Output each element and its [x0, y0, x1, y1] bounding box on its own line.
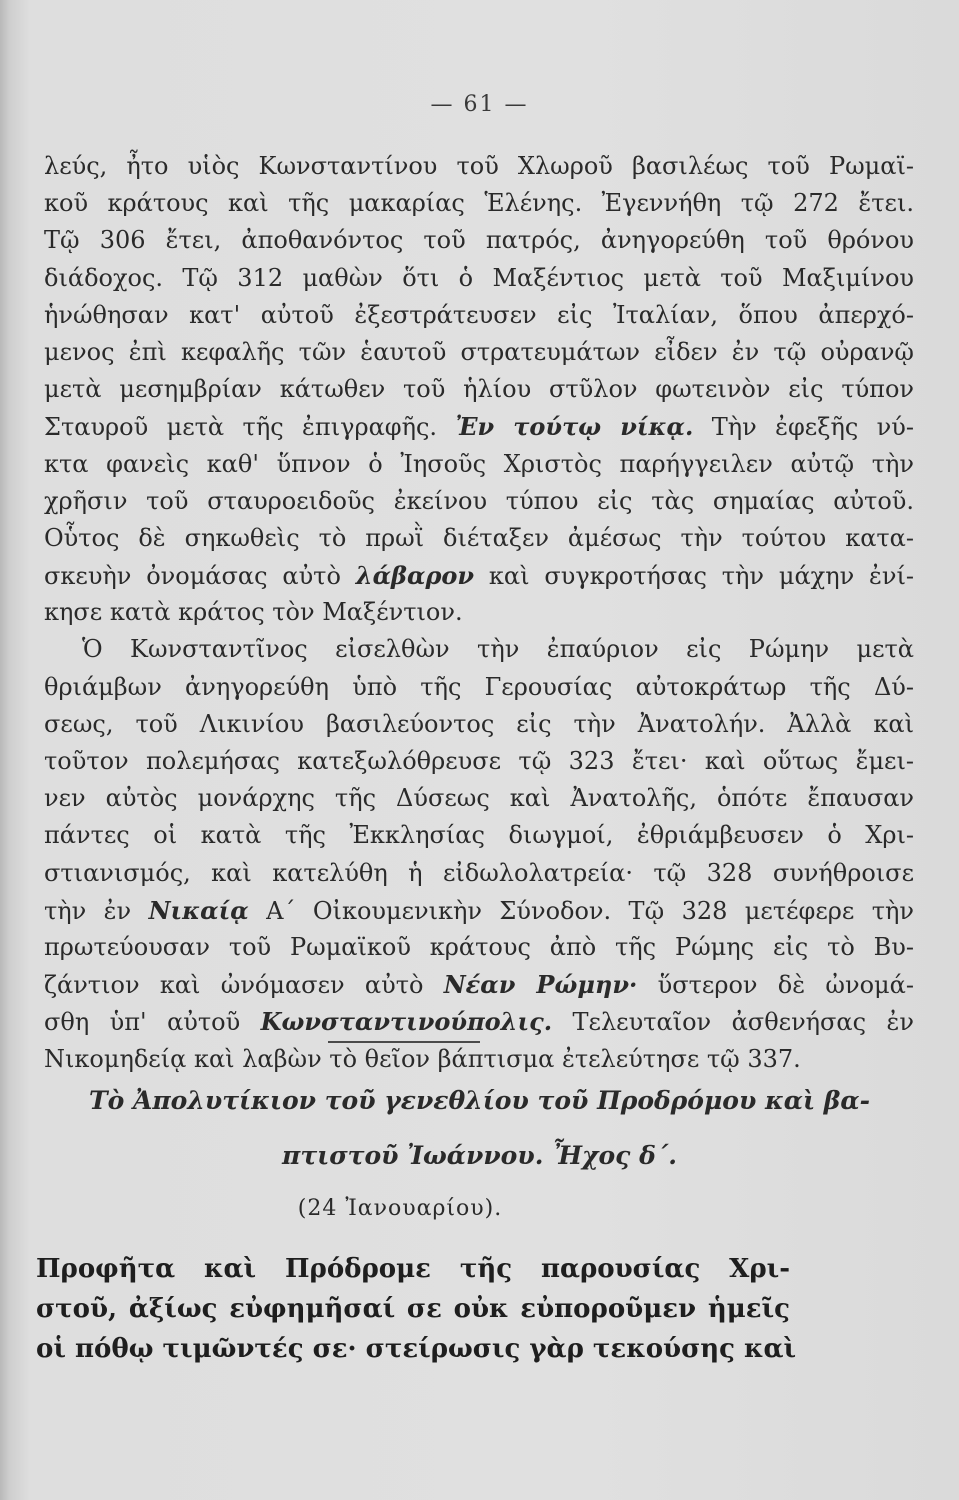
text-span: καὶ συγκροτήσας τὴν μάχην ἐνί- [488, 562, 914, 591]
text-line: στιανισμός, καὶ κατελύθη ἡ εἰδωλολατρεία· τῷ 328 συνήθροισε [44, 858, 914, 887]
hymn-line: στοῦ, ἀξίως εὐφημῆσαί σε οὐκ εὐποροῦμεν ἡμεῖς [36, 1294, 790, 1324]
body-text [44, 148, 914, 1078]
text-line: λεύς, ἦτο υἱὸς Κωνσταντίνου τοῦ Χλωροῦ βασιλέως τοῦ Ρωμαϊ- [44, 152, 914, 180]
bold-phrase: Νέαν Ρώμην· [443, 970, 638, 1000]
text-line: Οὗτος δὲ σηκωθεὶς τὸ πρωῒ διέταξεν ἀμέσως τὴν τούτου κατα- [44, 523, 914, 552]
text-span: Τελευταῖον ἀσθενήσας ἐν [572, 1008, 914, 1037]
text-line: σεως, τοῦ Λικινίου βασιλεύοντος εἰς τὴν Ἀνατολήν. Ἀλλὰ καὶ [44, 709, 914, 738]
text-span: Α΄ Οἰκουμενικὴν Σύνοδον. Τῷ 328 μετέφερε τὴν [266, 896, 914, 925]
text-span: τὴν ἐν [44, 896, 132, 925]
text-line: διάδοχος. Τῷ 312 μαθὼν ὅτι ὁ Μαξέντιος μετὰ τοῦ Μαξιμίνου [44, 263, 914, 292]
text-span: Σταυροῦ μετὰ τῆς ἐπιγραφῆς. [44, 413, 438, 442]
text-span: Τὴν ἐφεξῆς νύ- [711, 413, 914, 442]
text-span: σθη ὑπ' αὐτοῦ [44, 1008, 241, 1037]
page-number: — 61 — [430, 92, 529, 117]
text-line: πάντες οἱ κατὰ τῆς Ἐκκλησίας διωγμοί, ἐθριάμβευσεν ὁ Χρι- [44, 821, 914, 850]
text-line [44, 408, 914, 445]
text-span: ζάντιον καὶ ὠνόμασεν αὐτὸ [44, 971, 424, 1000]
text-line: κοῦ κράτους καὶ τῆς μακαρίας Ἑλένης. Ἐγεννήθη τῷ 272 ἔτει. [44, 189, 914, 218]
text-line: νεν αὐτὸς μονάρχης τῆς Δύσεως καὶ Ἀνατολῆς, ὁπότε ἔπαυσαν [44, 784, 914, 813]
text-line: τοῦτον πολεμήσας κατεξωλόθρευσε τῷ 323 ἔτει· καὶ οὕτως ἔμει- [44, 747, 914, 775]
text-line: θριάμβων ἀνηγορεύθη ὑπὸ τῆς Γερουσίας αὐτοκράτωρ τῆς Δύ- [44, 672, 914, 701]
text-line: κησε κατὰ κράτος τὸν Μαξέντιον. [44, 598, 463, 627]
text-line: μετὰ μεσημβρίαν κάτωθεν τοῦ ἡλίου στῦλον φωτεινὸν εἰς τύπον [44, 375, 914, 404]
text-line: Ὁ Κωνσταντῖνος εἰσελθὼν τὴν ἐπαύριον εἰς Ρώμην μετὰ [82, 635, 914, 664]
text-span: ὕστερον δὲ ὠνομά- [657, 971, 914, 1000]
text-line: πρωτεύουσαν τοῦ Ρωμαϊκοῦ κράτους ἀπὸ τῆς Ρώμης εἰς τὸ Βυ- [44, 932, 914, 961]
hymn-text [36, 1249, 797, 1369]
hymn-title-continued: πτιστοῦ Ἰωάννου. Ἦχος δ΄. [282, 1141, 677, 1170]
text-line [44, 892, 914, 929]
text-line [44, 966, 914, 1003]
text-line: κτα φανεὶς καθ' ὕπνον ὁ Ἰησοῦς Χριστὸς παρήγγειλεν αὐτῷ τὴν [44, 449, 914, 478]
feast-date: (24 Ἰανουαρίου). [297, 1196, 503, 1221]
hymn-line: Προφῆτα καὶ Πρόδρομε τῆς παρουσίας Χρι- [36, 1254, 790, 1284]
hymn-title: Τὸ Ἀπολυτίκιον τοῦ γενεθλίου τοῦ Προδρόμου καὶ βα- [89, 1086, 870, 1115]
bold-phrase: Κωνσταντινούπολις. [260, 1007, 553, 1037]
text-line: Τῷ 306 ἔτει, ἀποθανόντος τοῦ πατρός, ἀνηγορεύθη τοῦ θρόνου [44, 226, 914, 255]
bold-phrase: Ἐν τούτῳ νίκᾳ. [455, 412, 694, 442]
bold-phrase: Νικαίᾳ [148, 895, 249, 925]
text-line: ἡνώθησαν κατ' αὐτοῦ ἐξεστράτευσεν εἰς Ἰταλίαν, ὅπου ἀπερχό- [44, 300, 914, 329]
text-line [44, 557, 914, 594]
bold-phrase: λάβαρον [355, 561, 475, 591]
text-line: μενος ἐπὶ κεφαλῆς τῶν ἑαυτοῦ στρατευμάτων εἶδεν ἐν τῷ οὐρανῷ [44, 337, 914, 366]
text-line: χρῆσιν τοῦ σταυροειδοῦς ἐκείνου τύπου εἰς τὰς σημαίας αὐτοῦ. [44, 486, 914, 515]
hymn-line: οἱ πόθῳ τιμῶντές σε· στείρωσις γὰρ τεκούσης καὶ [36, 1334, 797, 1364]
text-line [44, 1003, 914, 1040]
text-line: Νικομηδείᾳ καὶ λαβὼν τὸ θεῖον βάπτισμα ἐτελεύτησε τῷ 337. [44, 1044, 801, 1073]
text-span: σκευὴν ὀνομάσας αὐτὸ [44, 562, 341, 591]
section-divider [328, 1041, 480, 1043]
